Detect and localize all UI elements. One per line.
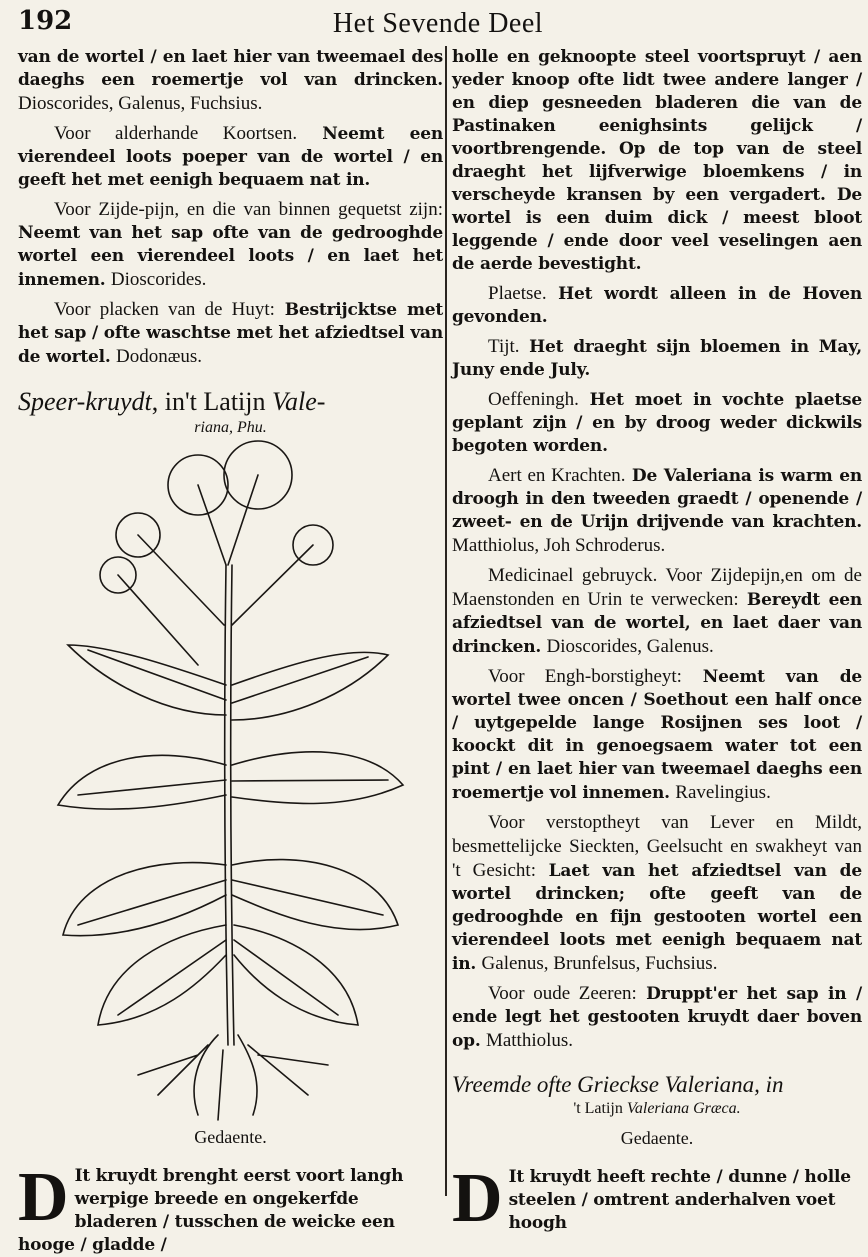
left-paragraph-4: [18, 298, 443, 369]
right-p8-lead: Voor verstoptheyt van Lever en Mildt, besmettelijcke Sieckten, Geelsucht en swakheyt van 't Gesicht:: [452, 812, 862, 881]
left-p1-citation: Dioscorides, Galenus, Fuchsius.: [18, 93, 263, 114]
left-paragraph-2: [18, 122, 443, 192]
right-paragraph-4: [452, 388, 862, 458]
right-section-subtitle: [452, 1100, 862, 1118]
right-p3-lead: Tijt.: [488, 336, 520, 357]
right-p6-text: Bereydt een afziedtsel van de wortel, en laet daer van drincken.: [452, 590, 863, 657]
column-divider: [445, 46, 447, 1196]
right-title-rest: in: [765, 1072, 784, 1097]
right-p1-text: holle en geknoopte steel voortspruyt / aen yeder knoop ofte lidt twee andere langer / en diep gesneeden bladeren die van de Pastinaken eenighsints gelijck / voortbrengende. Op de top van de steel draeght het lijfverwige bloemkens / in verscheyde kransen by een vergadert. De wortel is een duim dick / meest bloot leggende / ende door veel veselingen aen de aerde bevestight.: [452, 47, 862, 274]
left-p3-text: Neemt van het sap ofte van de gedrooghde wortel een vierendeel loots / en laet het innemen.: [18, 223, 443, 290]
right-dropcap-paragraph: [452, 1160, 862, 1237]
left-section-title: [18, 387, 443, 417]
right-p6-lead: Medicinael gebruyck. Voor Zijdepijn,en om de Maenstonden en Urin te verwecken:: [452, 565, 862, 610]
left-p2-text: Neemt een vierendeel loots poeper van de wortel / en geeft het met eenigh bequaem nat in.: [18, 124, 443, 190]
right-p9-lead: Voor oude Zeeren:: [488, 983, 637, 1004]
right-p2-text: Het wordt alleen in de Hoven gevonden.: [452, 284, 862, 327]
right-p5-text: De Valeriana is warm en droogh in den tweeden graedt / openende / zweet- en de Urijn drijvende van krachten.: [452, 466, 862, 532]
right-subtitle-b: Valeriana Græca.: [626, 1100, 741, 1117]
right-dropcap-text: It kruydt heeft rechte / dunne / holle steelen / omtrent anderhalven voet hoogh: [508, 1167, 851, 1233]
right-column: [452, 46, 863, 1237]
right-p6-citation: Dioscorides, Galenus.: [546, 636, 714, 657]
right-paragraph-7: [452, 665, 862, 805]
right-subtitle-a: 't Latijn: [573, 1100, 623, 1117]
right-p2-lead: Plaetse.: [488, 283, 547, 304]
right-p3-text: Het draeght sijn bloemen in May, Juny ende July.: [452, 337, 862, 380]
right-paragraph-2: [452, 282, 862, 329]
right-paragraph-8: [452, 811, 862, 976]
right-p9-citation: Matthiolus.: [485, 1030, 574, 1051]
right-paragraph-9: [452, 982, 862, 1053]
right-p8-text: Laet van het afziedtsel van de wortel drincken; ofte geeft van de gedrooghde en fijn gestooten wortel een vierendeel loots met eenigh bequaem nat in.: [452, 861, 862, 974]
right-paragraph-6: [452, 564, 862, 659]
right-paragraph-1: [452, 46, 862, 276]
right-title-main: Vreemde ofte Grieckse Valeriana,: [452, 1072, 760, 1097]
page-number: 192: [18, 6, 73, 36]
right-figure-caption: Gedaente.: [620, 1128, 694, 1148]
left-figure-caption: Gedaente.: [194, 1127, 267, 1147]
right-p7-citation: Ravelingius.: [675, 782, 771, 803]
right-p8-citation: Galenus, Brunfelsus, Fuchsius.: [481, 953, 718, 974]
left-p3-lead: Voor Zijde-pijn, en die van binnen gequetst zijn:: [54, 199, 443, 220]
section-title-rest: , in't Latijn: [151, 387, 266, 416]
right-paragraph-3: [452, 335, 862, 382]
left-paragraph-1: [18, 46, 443, 116]
right-p7-lead: Voor Engh-borstigheyt:: [488, 666, 682, 687]
left-p3-citation: Dioscorides.: [110, 269, 207, 290]
left-p4-citation: Dodonæus.: [116, 346, 203, 367]
left-p1-text: van de wortel / en laet hier van tweemael des daeghs een roemertje vol van drincken.: [18, 47, 443, 90]
left-dropcap-text: It kruydt brenght eerst voort langh werpige breede en ongekerfde bladeren / tusschen de weicke een hooge / gladde /: [18, 1166, 404, 1255]
right-section-title: [452, 1071, 862, 1098]
left-p4-lead: Voor placken van de Huyt:: [54, 299, 275, 320]
drop-cap-letter: D: [18, 1159, 69, 1236]
left-paragraph-3: [18, 198, 443, 292]
section-title-main: Speer-kruydt: [18, 387, 152, 416]
left-p2-lead: Voor alderhande Koortsen.: [54, 123, 298, 144]
running-head: Het Sevende Deel: [332, 8, 544, 39]
right-p7-text: Neemt van de wortel twee oncen / Soethout een half once / uytgepelde lange Rosijnen ses loot / koockt dit in genoegsaem water tot een pint / en laet hier van tweemael daeghs een roemertje vol innemen.: [452, 667, 862, 803]
right-p9-text: Druppt'er het sap in / ende legt het gestooten kruydt daer boven op.: [452, 984, 862, 1051]
right-drop-cap-letter: D: [452, 1160, 503, 1237]
right-p5-lead: Aert en Krachten.: [488, 465, 626, 486]
left-section-subtitle: riana, Phu.: [194, 419, 267, 436]
plant-illustration: [48, 445, 408, 1125]
left-dropcap-paragraph: [18, 1159, 443, 1257]
page-header: [18, 6, 858, 46]
valerian-plant-woodcut: [48, 445, 408, 1125]
right-p4-text: Het moet in vochte plaetse geplant zijn / en by droog weder dickwils begoten worden.: [452, 390, 863, 456]
right-paragraph-5: [452, 464, 862, 558]
right-p4-lead: Oeffeningh.: [488, 389, 579, 410]
left-p4-text: Bestrijcktse met het sap / ofte waschtse met het afziedtsel van de wortel.: [18, 300, 443, 367]
section-title-latin: Vale-: [272, 387, 326, 416]
right-p5-citation: Matthiolus, Joh Schroderus.: [452, 535, 666, 556]
left-column: [18, 46, 443, 1255]
